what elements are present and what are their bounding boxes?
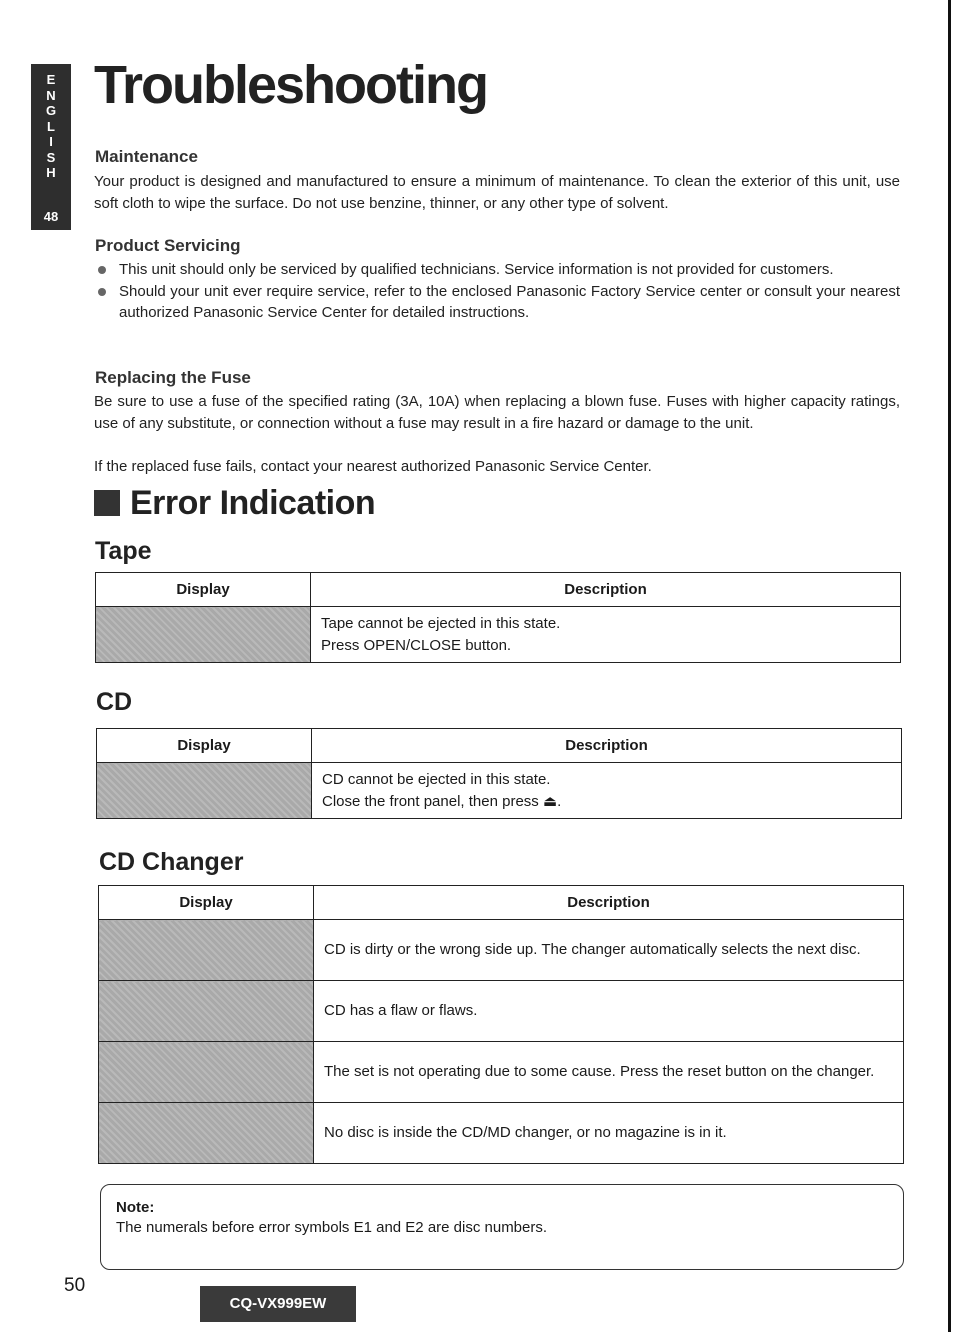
display-image <box>99 981 314 1042</box>
table-row <box>99 1103 904 1164</box>
description-line: Tape cannot be ejected in this state. <box>321 615 561 632</box>
section-title <box>94 484 375 523</box>
description-cell: The set is not operating due to some cause. Press the reset button on the changer. <box>314 1042 904 1103</box>
description-line: Close the front panel, then press ⏏. <box>322 792 562 810</box>
description-column-header: Description <box>314 886 904 920</box>
description-column-header: Description <box>311 573 901 607</box>
list-item <box>94 259 900 281</box>
table-header-row <box>96 573 901 607</box>
description-cell: CD is dirty or the wrong side up. The changer automatically selects the next disc. <box>314 920 904 981</box>
list-item-text: This unit should only be serviced by qualified technicians. Service information is not provided for customers. <box>119 261 834 278</box>
bullet-icon <box>98 288 106 296</box>
page-number: 50 <box>64 1275 86 1296</box>
servicing-list <box>94 259 900 324</box>
language-tab <box>31 64 71 230</box>
cd-error-table <box>96 728 902 819</box>
display-image <box>99 1103 314 1164</box>
tape-error-table <box>95 572 901 663</box>
table-row <box>96 607 901 663</box>
list-item <box>94 281 900 324</box>
table-header-row <box>99 886 904 920</box>
table-row <box>99 981 904 1042</box>
description-cell <box>312 763 902 819</box>
section-marker-icon <box>94 490 120 516</box>
description-cell: No disc is inside the CD/MD changer, or no magazine is in it. <box>314 1103 904 1164</box>
servicing-heading: Product Servicing <box>95 236 241 255</box>
table-row <box>97 763 902 819</box>
model-badge: CQ-VX999EW <box>200 1286 356 1322</box>
cd-changer-error-table <box>98 885 904 1164</box>
display-column-header: Display <box>97 729 312 763</box>
table-row <box>99 1042 904 1103</box>
section-page-number: 48 <box>43 209 59 224</box>
display-column-header: Display <box>96 573 311 607</box>
table-header-row <box>97 729 902 763</box>
description-cell <box>311 607 901 663</box>
display-image <box>97 763 312 819</box>
maintenance-heading: Maintenance <box>95 147 198 166</box>
page-edge-line <box>948 0 951 1332</box>
display-column-header: Display <box>99 886 314 920</box>
table-row <box>99 920 904 981</box>
language-letter: L <box>47 118 55 134</box>
description-cell: CD has a flaw or flaws. <box>314 981 904 1042</box>
language-letter: S <box>46 149 56 165</box>
fuse-text: Be sure to use a fuse of the specified rating (3A, 10A) when replacing a blown fuse. Fuses with higher capacity ratings, use of any substitute, or connection without a fuse may result in a fire hazard or damage to the unit. <box>94 393 900 432</box>
description-line: CD cannot be ejected in this state. <box>322 771 551 788</box>
tape-heading: Tape <box>95 537 152 565</box>
language-letter: I <box>49 134 53 149</box>
maintenance-text: Your product is designed and manufactured to ensure a minimum of maintenance. To clean the exterior of this unit, use soft cloth to wipe the surface. Do not use benzine, thinner, or any other type of solvent. <box>94 173 900 212</box>
fuse-heading: Replacing the Fuse <box>95 368 251 387</box>
language-letter: N <box>46 87 56 103</box>
display-image <box>99 920 314 981</box>
language-letter: E <box>46 72 56 87</box>
language-letter: G <box>45 103 57 118</box>
section-title-text: Error Indication <box>130 484 376 522</box>
bullet-icon <box>98 266 106 274</box>
language-letter: H <box>46 165 56 180</box>
note-text: The numerals before error symbols E1 and E2 are disc numbers. <box>116 1219 548 1236</box>
display-image <box>96 607 311 663</box>
page-title: Troubleshooting <box>94 55 487 115</box>
fuse-text-2: If the replaced fuse fails, contact your nearest authorized Panasonic Service Center. <box>94 458 652 475</box>
note-box <box>100 1184 904 1270</box>
display-image <box>99 1042 314 1103</box>
description-column-header: Description <box>312 729 902 763</box>
cd-changer-heading: CD Changer <box>99 848 244 876</box>
description-line: Press OPEN/CLOSE button. <box>321 636 512 654</box>
cd-heading: CD <box>96 688 133 716</box>
note-label: Note: <box>116 1199 155 1216</box>
list-item-text: Should your unit ever require service, refer to the enclosed Panasonic Factory Service center or consult your nearest authorized Panasonic Service Center for detailed instructions. <box>119 282 900 321</box>
